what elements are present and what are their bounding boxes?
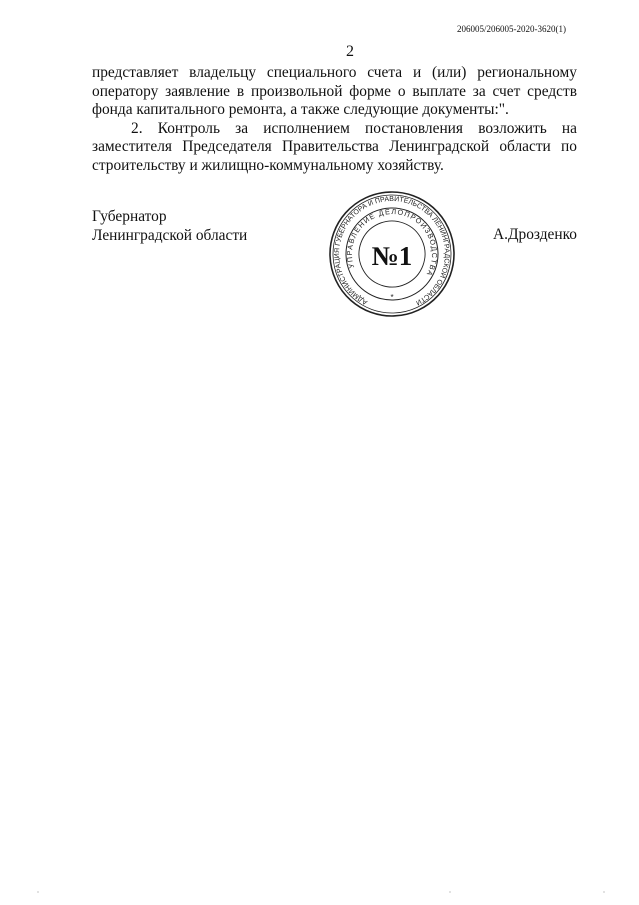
signature-block — [92, 207, 247, 245]
signatory-title: Губернатор — [92, 208, 167, 225]
paragraph-control-clause: 2. Контроль за исполнением постановления возложить на заместителя Председателя Правительства Ленинградской области по строительству и жилищно-коммунальному хозяйству. — [92, 119, 577, 174]
svg-text:*: * — [390, 293, 394, 302]
paragraph-continuation: представляет владельцу специального счета и (или) региональному оператору заявление в произвольной форме о выплате за счет средств фонда капитального ремонта, а также следующие документы:". — [92, 64, 577, 118]
signatory-region: Ленинградской области — [92, 227, 248, 244]
document-body — [92, 64, 577, 175]
stamp-number: №1 — [371, 241, 413, 271]
svg-text:АДМИНИСТРАЦИЯ ГУБЕРНАТОРА И ПР: АДМИНИСТРАЦИЯ ГУБЕРНАТОРА И ПРАВИТЕЛЬСТВА ЛЕНИНГРАДСКОЙ ОБЛАСТИ — [333, 195, 451, 306]
scan-edge-marks — [30, 889, 610, 895]
official-seal-stamp — [328, 190, 456, 318]
svg-text:УПРАВЛЕНИЕ ДЕЛОПРОИЗВОДСТВА: УПРАВЛЕНИЕ ДЕЛОПРОИЗВОДСТВА — [344, 206, 440, 279]
page-number: 2 — [346, 43, 354, 60]
signatory-name: А.Дрозденко — [493, 226, 577, 243]
document-id: 206005/206005-2020-3620(1) — [457, 24, 566, 34]
